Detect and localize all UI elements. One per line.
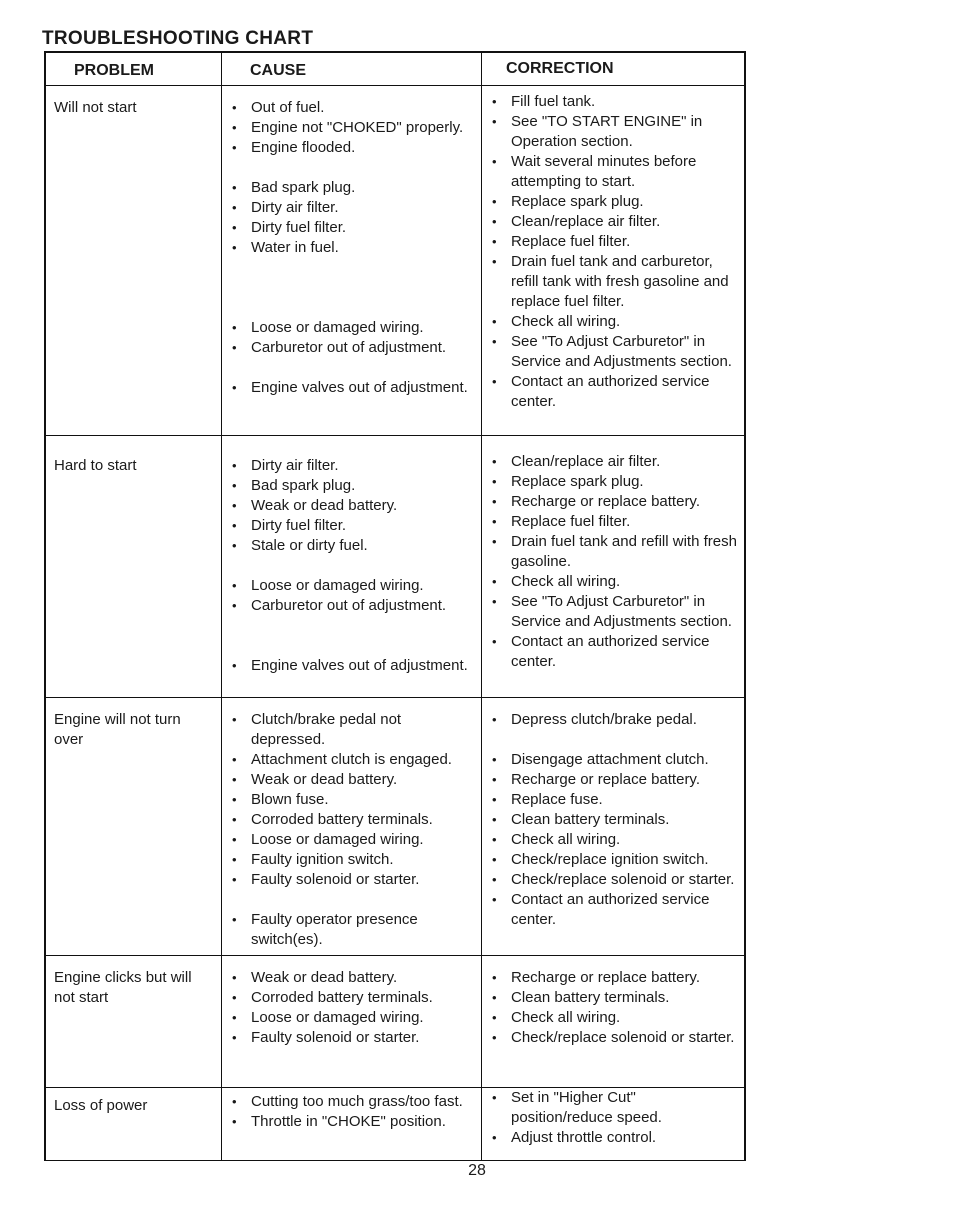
cause-item: • Weak or dead battery. xyxy=(226,496,473,516)
correction-item: • Replace fuel filter. xyxy=(486,512,738,532)
header-correction: CORRECTION xyxy=(506,60,614,77)
correction-item: • Fill fuel tank. xyxy=(486,92,738,112)
correction-item: • Set in "Higher Cut" position/reduce speed. xyxy=(486,1088,738,1128)
correction-item: • Check/replace solenoid or starter. xyxy=(486,870,738,890)
troubleshooting-table xyxy=(44,51,746,1161)
correction-list xyxy=(486,92,738,412)
problem-text: Engine will not turn over xyxy=(54,711,181,748)
table-row xyxy=(46,1088,744,1161)
cause-item: • Loose or damaged wiring. xyxy=(226,318,473,338)
cause-item: • Corroded battery terminals. xyxy=(226,810,473,830)
correction-item: • Contact an authorized service center. xyxy=(486,890,738,930)
cause-item: • Dirty air filter. xyxy=(226,456,473,476)
cause-item: • Bad spark plug. xyxy=(226,476,473,496)
cause-item: • Cutting too much grass/too fast. xyxy=(226,1092,473,1112)
correction-item: • Contact an authorized service center. xyxy=(486,372,738,412)
correction-item: • Recharge or replace battery. xyxy=(486,770,738,790)
cause-item: • Bad spark plug. xyxy=(226,178,473,198)
correction-item: • Depress clutch/brake pedal. xyxy=(486,710,738,730)
correction-item: • Recharge or replace battery. xyxy=(486,492,738,512)
correction-item: • See "To Adjust Carburetor" in Service and Adjustments section. xyxy=(486,592,738,632)
cause-item: • Loose or damaged wiring. xyxy=(226,1008,473,1028)
correction-item: • Replace fuse. xyxy=(486,790,738,810)
cause-item: • Carburetor out of adjustment. xyxy=(226,596,473,616)
correction-item: • Drain fuel tank and carburetor, refill tank with fresh gasoline and replace fuel filter. xyxy=(486,252,738,312)
cause-item: • Dirty fuel filter. xyxy=(226,218,473,238)
cause-item: • Throttle in "CHOKE" position. xyxy=(226,1112,473,1132)
correction-item: • Disengage attachment clutch. xyxy=(486,750,738,770)
correction-item: • Adjust throttle control. xyxy=(486,1128,738,1148)
correction-item: • Contact an authorized service center. xyxy=(486,632,738,672)
cause-list xyxy=(226,1092,473,1132)
header-cause: CAUSE xyxy=(222,53,482,85)
page-number: 28 xyxy=(468,1162,486,1179)
correction-list xyxy=(486,1088,738,1148)
table-header-row xyxy=(46,53,744,86)
cause-item: • Faulty solenoid or starter. xyxy=(226,870,473,890)
cause-item: • Weak or dead battery. xyxy=(226,770,473,790)
cause-cell xyxy=(222,436,482,697)
correction-cell xyxy=(482,956,744,1087)
cause-cell xyxy=(222,956,482,1087)
problem-text: Will not start xyxy=(54,99,137,116)
cause-item: • Faulty operator presence switch(es). xyxy=(226,910,473,950)
cause-item: • Corroded battery terminals. xyxy=(226,988,473,1008)
problem-cell xyxy=(46,1088,222,1160)
cause-cell xyxy=(222,86,482,435)
correction-item: • Check/replace solenoid or starter. xyxy=(486,1028,738,1048)
correction-item: • Replace fuel filter. xyxy=(486,232,738,252)
correction-cell xyxy=(482,1088,744,1160)
correction-item: • Wait several minutes before attempting to start. xyxy=(486,152,738,192)
correction-item: • Check/replace ignition switch. xyxy=(486,850,738,870)
correction-item: • Check all wiring. xyxy=(486,312,738,332)
cause-item: • Engine flooded. xyxy=(226,138,473,158)
cause-item: • Stale or dirty fuel. xyxy=(226,536,473,556)
correction-cell xyxy=(482,698,744,955)
problem-text: Hard to start xyxy=(54,457,137,474)
correction-list xyxy=(486,968,738,1048)
cause-cell xyxy=(222,1088,482,1160)
cause-list xyxy=(226,98,473,398)
correction-list xyxy=(486,452,738,672)
cause-item: • Loose or damaged wiring. xyxy=(226,830,473,850)
table-row xyxy=(46,698,744,956)
table-row xyxy=(46,956,744,1088)
problem-cell xyxy=(46,698,222,955)
cause-item: • Attachment clutch is engaged. xyxy=(226,750,473,770)
correction-cell xyxy=(482,436,744,697)
cause-item: • Clutch/brake pedal not depressed. xyxy=(226,710,473,750)
header-problem: PROBLEM xyxy=(46,53,222,85)
correction-item: • Replace spark plug. xyxy=(486,472,738,492)
cause-item: • Carburetor out of adjustment. xyxy=(226,338,473,358)
correction-item: • Clean/replace air filter. xyxy=(486,452,738,472)
correction-item: • Drain fuel tank and refill with fresh gasoline. xyxy=(486,532,738,572)
cause-item: • Blown fuse. xyxy=(226,790,473,810)
page-title: TROUBLESHOOTING CHART xyxy=(42,28,314,49)
cause-item: • Dirty fuel filter. xyxy=(226,516,473,536)
problem-cell xyxy=(46,956,222,1087)
cause-item: • Faulty ignition switch. xyxy=(226,850,473,870)
correction-list xyxy=(486,710,738,930)
cause-item: • Weak or dead battery. xyxy=(226,968,473,988)
problem-text: Engine clicks but will not start xyxy=(54,969,192,1006)
correction-item: • See "TO START ENGINE" in Operation section. xyxy=(486,112,738,152)
cause-list xyxy=(226,968,473,1048)
problem-text: Loss of power xyxy=(54,1097,148,1114)
table-row xyxy=(46,86,744,436)
cause-item: • Engine valves out of adjustment. xyxy=(226,656,473,676)
table-row xyxy=(46,436,744,698)
cause-item: • Engine not "CHOKED" properly. xyxy=(226,118,473,138)
problem-cell xyxy=(46,86,222,435)
cause-cell xyxy=(222,698,482,955)
correction-cell xyxy=(482,86,744,435)
correction-item: • Check all wiring. xyxy=(486,830,738,850)
correction-item: • Recharge or replace battery. xyxy=(486,968,738,988)
cause-item: • Engine valves out of adjustment. xyxy=(226,378,473,398)
cause-item: • Loose or damaged wiring. xyxy=(226,576,473,596)
correction-item: • Replace spark plug. xyxy=(486,192,738,212)
cause-item: • Water in fuel. xyxy=(226,238,473,258)
correction-item: • Check all wiring. xyxy=(486,572,738,592)
cause-list xyxy=(226,710,473,950)
correction-item: • Clean battery terminals. xyxy=(486,810,738,830)
correction-item: • See "To Adjust Carburetor" in Service and Adjustments section. xyxy=(486,332,738,372)
correction-item: • Check all wiring. xyxy=(486,1008,738,1028)
cause-item: • Faulty solenoid or starter. xyxy=(226,1028,473,1048)
correction-item: • Clean battery terminals. xyxy=(486,988,738,1008)
correction-item: • Clean/replace air filter. xyxy=(486,212,738,232)
problem-cell xyxy=(46,436,222,697)
cause-item: • Out of fuel. xyxy=(226,98,473,118)
cause-item: • Dirty air filter. xyxy=(226,198,473,218)
cause-list xyxy=(226,456,473,676)
